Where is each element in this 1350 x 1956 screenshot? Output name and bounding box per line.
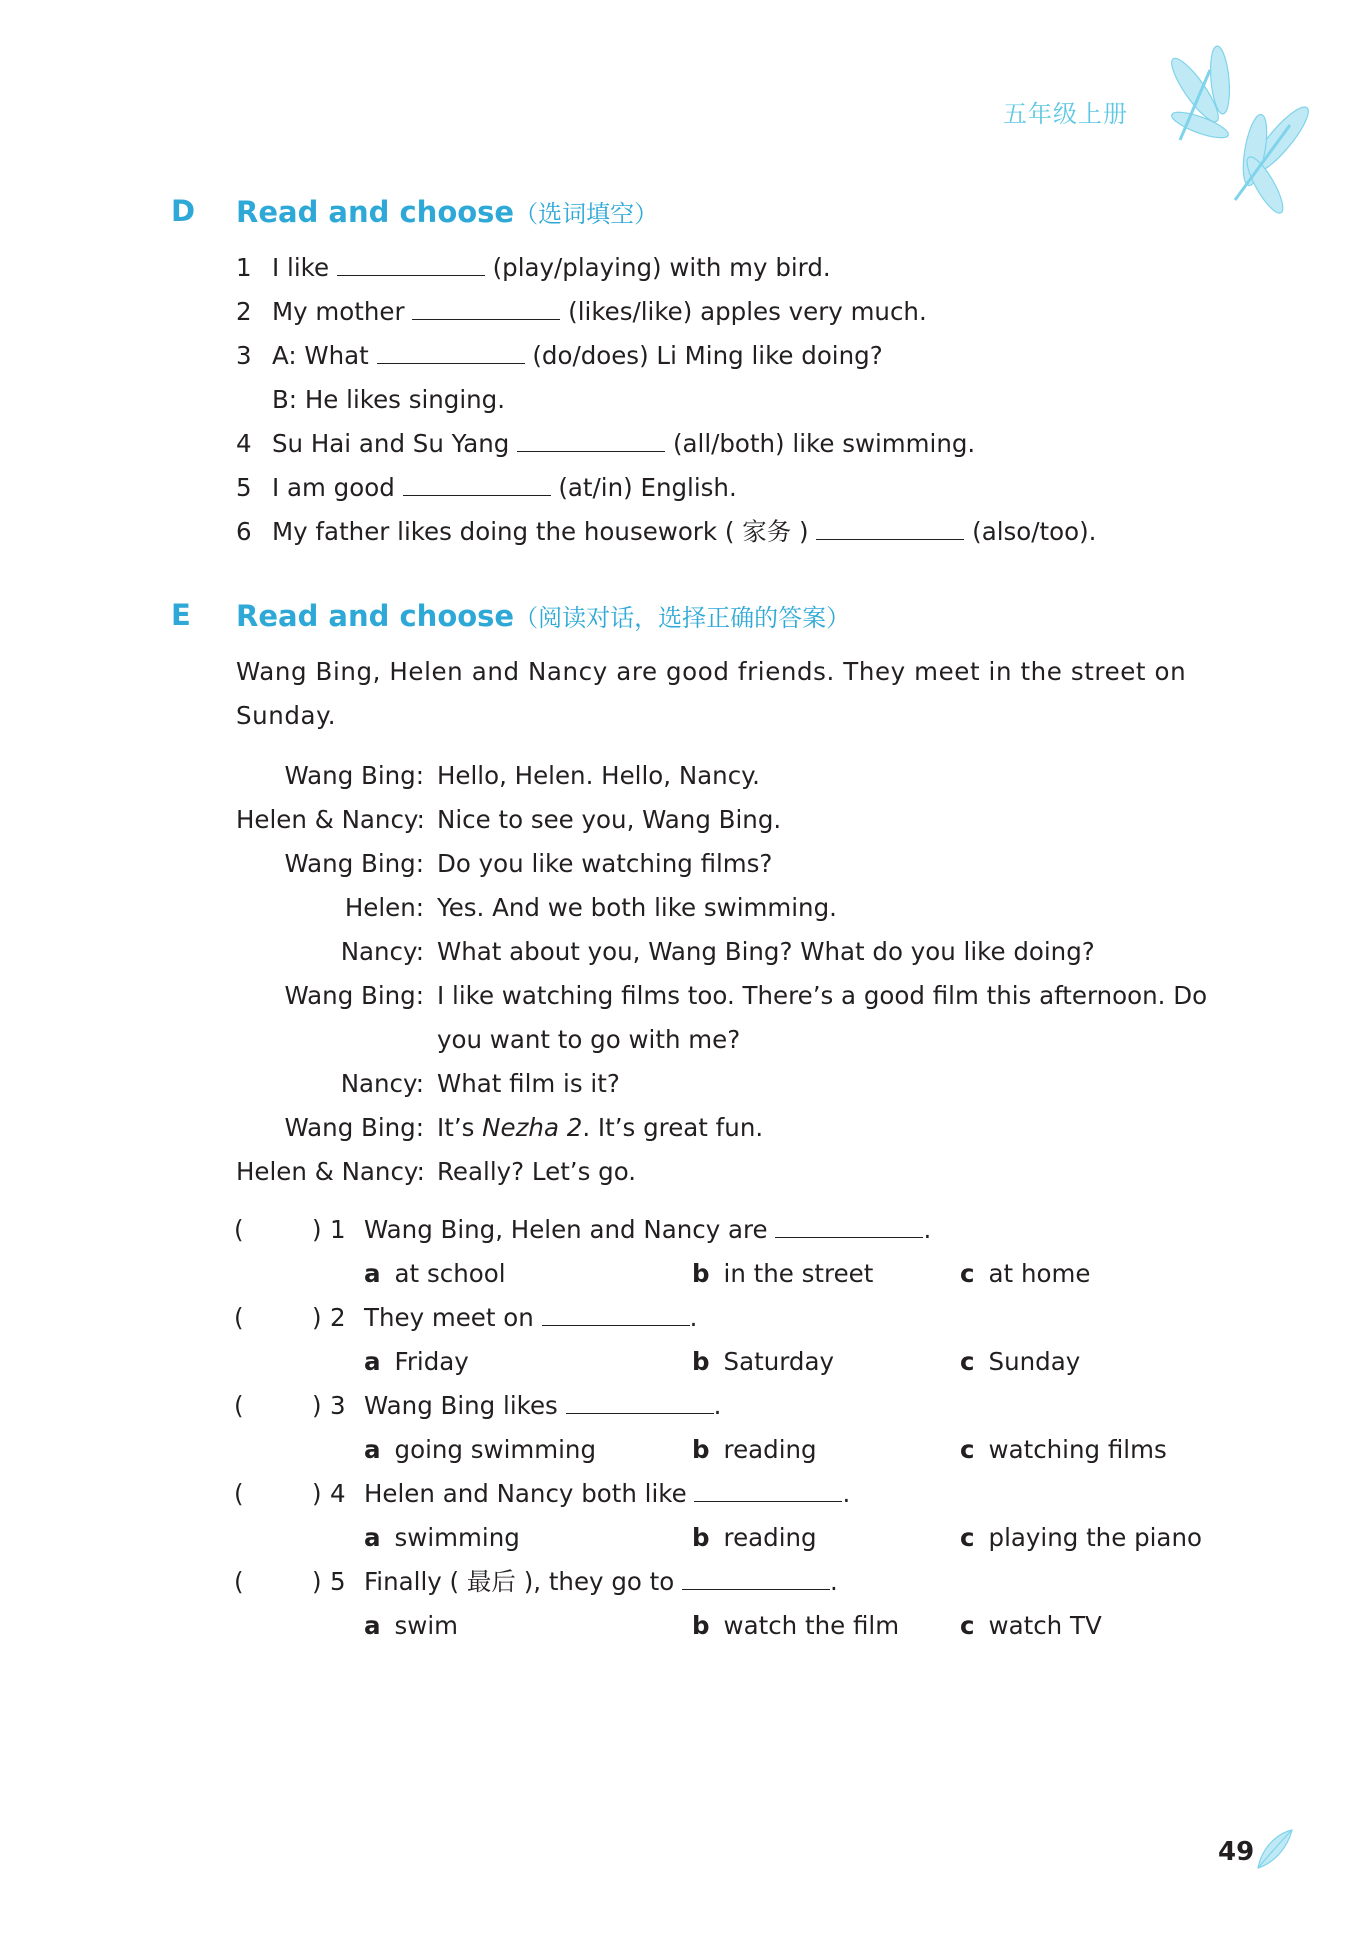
dialogue-line	[272, 385, 506, 414]
utterance: Yes. And we both like swimming.	[437, 893, 837, 922]
fill-in-item	[272, 341, 883, 370]
speaker-label: Wang Bing:	[284, 761, 424, 790]
item-text-after: (play/playing) with my bird.	[492, 253, 831, 282]
stem-end: .	[923, 1215, 932, 1244]
option-text: Saturday	[723, 1347, 834, 1376]
stem-text: Wang Bing, Helen and Nancy are	[364, 1215, 768, 1244]
item-number: 1	[236, 253, 252, 282]
item-text-before: A: What	[272, 341, 369, 370]
option-a[interactable]	[364, 1435, 596, 1464]
option-text: watch the film	[723, 1611, 900, 1640]
utterance-before: It’s	[437, 1113, 483, 1142]
option-b[interactable]	[692, 1523, 817, 1552]
answer-bracket-close: )	[312, 1479, 322, 1508]
stem-end: .	[689, 1303, 698, 1332]
speaker-label: Helen & Nancy:	[236, 805, 425, 834]
answer-bracket-open[interactable]: (	[234, 1391, 244, 1420]
utterance-continued: you want to go with me?	[437, 1025, 741, 1054]
answer-blank[interactable]	[694, 1497, 842, 1502]
question-number: 5	[330, 1567, 346, 1596]
option-key: a	[364, 1259, 381, 1288]
option-text: reading	[723, 1435, 817, 1464]
option-text: going swimming	[394, 1435, 596, 1464]
item-text-before: I am good	[272, 473, 395, 502]
option-b[interactable]	[692, 1259, 874, 1288]
question-stem	[364, 1391, 722, 1420]
section-e-title-cn: （阅读对话，选择正确的答案）	[514, 604, 851, 632]
utterance	[437, 1113, 764, 1142]
option-text: swimming	[394, 1523, 520, 1552]
fill-in-item	[272, 297, 927, 326]
answer-bracket-close: )	[312, 1303, 322, 1332]
option-key: c	[960, 1347, 975, 1376]
section-d-title	[236, 194, 658, 229]
speaker-label: Wang Bing:	[284, 1113, 424, 1142]
option-c[interactable]	[960, 1523, 1202, 1552]
item-number: 3	[236, 341, 252, 370]
answer-bracket-close: )	[312, 1215, 322, 1244]
question-number: 2	[330, 1303, 346, 1332]
film-title: Nezha 2	[482, 1113, 583, 1142]
option-key: b	[692, 1259, 710, 1288]
answer-bracket-close: )	[312, 1391, 322, 1420]
stem-text: Helen and Nancy both like	[364, 1479, 687, 1508]
option-c[interactable]	[960, 1435, 1167, 1464]
stem-text: Finally ( 最后 ), they go to	[364, 1567, 675, 1596]
stem-text: They meet on	[364, 1303, 534, 1332]
option-c[interactable]	[960, 1259, 1091, 1288]
option-text: watch TV	[988, 1611, 1102, 1640]
option-text: at school	[394, 1259, 506, 1288]
option-key: c	[960, 1259, 975, 1288]
option-text: at home	[988, 1259, 1091, 1288]
question-number: 4	[330, 1479, 346, 1508]
answer-blank[interactable]	[517, 447, 665, 452]
answer-bracket-open[interactable]: (	[234, 1303, 244, 1332]
option-key: c	[960, 1523, 975, 1552]
answer-blank[interactable]	[377, 359, 525, 364]
utterance: What about you, Wang Bing? What do you like doing?	[437, 937, 1095, 966]
grade-label: 五年级上册	[1003, 100, 1128, 128]
fill-in-item	[272, 473, 737, 502]
speaker-label: Wang Bing:	[284, 981, 424, 1010]
section-d-letter: D	[171, 194, 196, 228]
section-d-title-en: Read and choose	[236, 195, 515, 229]
answer-blank[interactable]	[775, 1233, 923, 1238]
utterance: Hello, Helen. Hello, Nancy.	[437, 761, 760, 790]
leaf-icon	[1254, 1828, 1294, 1870]
option-key: c	[960, 1611, 975, 1640]
item-number: 4	[236, 429, 252, 458]
option-a[interactable]	[364, 1611, 459, 1640]
option-text: Friday	[394, 1347, 469, 1376]
option-key: a	[364, 1611, 381, 1640]
answer-bracket-open[interactable]: (	[234, 1215, 244, 1244]
option-key: c	[960, 1435, 975, 1464]
item-text-after: (likes/like) apples very much.	[568, 297, 927, 326]
speaker-label: Wang Bing:	[284, 849, 424, 878]
fill-in-item	[272, 429, 976, 458]
item-number: 5	[236, 473, 252, 502]
utterance: Nice to see you, Wang Bing.	[437, 805, 782, 834]
stem-end: .	[830, 1567, 838, 1596]
section-e-letter: E	[171, 598, 191, 632]
option-b[interactable]	[692, 1611, 900, 1640]
option-a[interactable]	[364, 1347, 469, 1376]
speaker-label: Nancy:	[340, 1069, 424, 1098]
option-text: in the street	[723, 1259, 874, 1288]
answer-bracket-close: )	[312, 1567, 322, 1596]
utterance: Do you like watching films?	[437, 849, 773, 878]
utterance: Really? Let’s go.	[437, 1157, 637, 1186]
option-key: a	[364, 1347, 381, 1376]
item-text-after: (also/too).	[972, 517, 1097, 546]
option-text: Sunday	[988, 1347, 1081, 1376]
option-a[interactable]	[364, 1259, 506, 1288]
speaker-label: Helen & Nancy:	[236, 1157, 425, 1186]
question-stem	[364, 1567, 838, 1596]
answer-bracket-open[interactable]: (	[234, 1479, 244, 1508]
answer-blank[interactable]	[542, 1321, 690, 1326]
fill-in-item	[272, 517, 1097, 546]
answer-blank[interactable]	[566, 1409, 714, 1414]
option-key: b	[692, 1523, 710, 1552]
stem-text: Wang Bing likes	[364, 1391, 558, 1420]
speaker-label: Helen:	[344, 893, 424, 922]
section-e-title	[236, 598, 850, 633]
answer-blank[interactable]	[682, 1585, 830, 1590]
option-key: a	[364, 1523, 381, 1552]
stem-end: .	[842, 1479, 851, 1508]
section-d-title-cn: （选词填空）	[514, 200, 659, 228]
intro-paragraph: Wang Bing, Helen and Nancy are good friends. They meet in the street on Sunday.	[236, 657, 1187, 730]
page-number: 49	[1218, 1837, 1255, 1867]
option-key: b	[692, 1347, 710, 1376]
question-stem	[364, 1303, 698, 1332]
question-stem	[364, 1479, 851, 1508]
question-number: 1	[330, 1215, 346, 1244]
item-text-before: My mother	[272, 297, 405, 326]
speaker-label: Nancy:	[340, 937, 424, 966]
utterance-after: . It’s great fun.	[582, 1113, 764, 1142]
utterance: What film is it?	[437, 1069, 620, 1098]
dragonfly-icon	[1140, 30, 1330, 220]
option-text: watching films	[988, 1435, 1167, 1464]
item-text-before: I like	[272, 253, 330, 282]
answer-bracket-open[interactable]: (	[234, 1567, 244, 1596]
utterance: I like watching films too. There’s a good film this afternoon. Do	[437, 981, 1208, 1010]
option-c[interactable]	[960, 1611, 1102, 1640]
section-e-title-en: Read and choose	[236, 599, 515, 633]
fill-in-item	[272, 253, 831, 282]
option-text: swim	[394, 1611, 459, 1640]
answer-blank[interactable]	[337, 271, 485, 276]
item-text-after: (at/in) English.	[558, 473, 737, 502]
item-text-after: (do/does) Li Ming like doing?	[532, 341, 883, 370]
option-c[interactable]	[960, 1347, 1081, 1376]
item-number: 6	[236, 517, 252, 546]
answer-blank[interactable]	[403, 491, 551, 496]
item-text: B: He likes singing.	[272, 385, 506, 414]
option-text: reading	[723, 1523, 817, 1552]
item-text-before: Su Hai and Su Yang	[272, 429, 510, 458]
item-text-before: My father likes doing the housework ( 家务 )	[272, 517, 809, 546]
option-key: b	[692, 1435, 710, 1464]
item-number: 2	[236, 297, 252, 326]
option-text: playing the piano	[988, 1523, 1202, 1552]
answer-blank[interactable]	[412, 315, 560, 320]
option-key: a	[364, 1435, 381, 1464]
option-a[interactable]	[364, 1523, 520, 1552]
stem-end: .	[713, 1391, 722, 1420]
question-stem	[364, 1215, 932, 1244]
answer-blank[interactable]	[816, 535, 964, 540]
item-text-after: (all/both) like swimming.	[672, 429, 976, 458]
question-number: 3	[330, 1391, 346, 1420]
option-b[interactable]	[692, 1435, 817, 1464]
option-b[interactable]	[692, 1347, 834, 1376]
option-key: b	[692, 1611, 710, 1640]
